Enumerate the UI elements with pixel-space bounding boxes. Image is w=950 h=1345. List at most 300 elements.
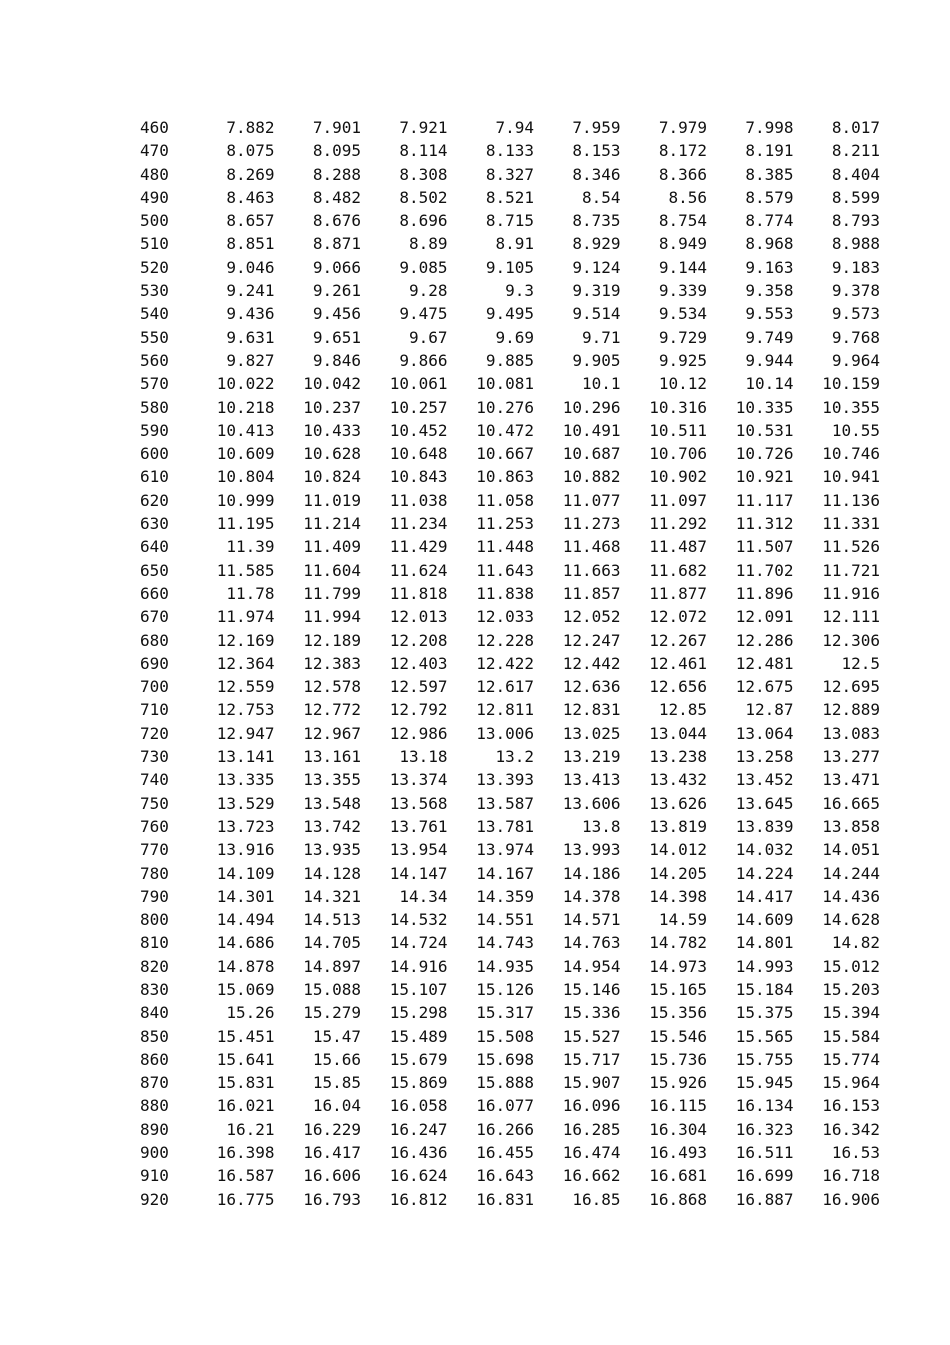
value-cell: 16.266	[476, 1119, 534, 1139]
value-cell: 15.184	[735, 979, 794, 999]
value-cell: 11.214	[303, 514, 361, 534]
value-cell: 14.321	[303, 886, 361, 906]
row-key-cell: 500	[140, 211, 169, 231]
value-cell: 11.877	[649, 583, 707, 603]
row-key-cell: 850	[140, 1026, 169, 1046]
value-cell: 8.521	[485, 187, 534, 207]
value-cell: 14.147	[389, 863, 448, 883]
value-cell: 13.781	[476, 816, 534, 836]
value-cell: 13.761	[389, 816, 448, 836]
table-row	[128, 1141, 880, 1164]
value-cell: 14.34	[399, 886, 448, 906]
table-row	[128, 722, 880, 745]
value-cell: 8.579	[745, 187, 794, 207]
value-cell: 10.296	[562, 397, 621, 417]
value-cell: 16.455	[476, 1143, 534, 1163]
value-cell: 9.3	[505, 281, 534, 301]
value-cell: 15.679	[389, 1049, 448, 1069]
value-cell: 15.774	[822, 1049, 880, 1069]
value-cell: 10.902	[649, 467, 707, 487]
value-cell: 10.042	[303, 374, 361, 394]
value-cell: 14.167	[476, 863, 534, 883]
value-cell: 8.366	[658, 164, 707, 184]
value-cell: 8.735	[572, 211, 621, 231]
table-row	[128, 1071, 880, 1094]
value-cell: 16.474	[562, 1143, 621, 1163]
value-cell: 11.292	[649, 514, 707, 534]
table-row	[128, 442, 880, 465]
value-cell: 14.398	[649, 886, 707, 906]
value-cell: 11.077	[562, 490, 621, 510]
value-cell: 14.609	[735, 910, 794, 930]
value-cell: 14.705	[303, 933, 361, 953]
value-cell: 15.945	[735, 1073, 794, 1093]
value-cell: 8.211	[831, 141, 880, 161]
value-cell: 8.968	[745, 234, 794, 254]
value-cell: 16.775	[216, 1189, 275, 1209]
value-cell: 14.532	[389, 910, 448, 930]
value-cell: 10.257	[389, 397, 448, 417]
value-cell: 15.317	[476, 1003, 534, 1023]
value-cell: 14.954	[562, 956, 621, 976]
value-cell: 16.342	[822, 1119, 880, 1139]
table-row	[128, 605, 880, 628]
value-cell: 16.153	[822, 1096, 880, 1116]
value-cell: 13.742	[303, 816, 361, 836]
row-key-cell: 610	[140, 467, 169, 487]
value-cell: 10.413	[216, 420, 275, 440]
value-cell: 11.487	[649, 537, 707, 557]
value-cell: 16.04	[312, 1096, 361, 1116]
value-cell: 16.868	[649, 1189, 707, 1209]
value-cell: 8.89	[408, 234, 448, 254]
value-cell: 11.097	[649, 490, 707, 510]
value-cell: 12.578	[303, 677, 361, 697]
value-cell: 11.117	[735, 490, 794, 510]
table-row	[128, 1188, 880, 1211]
row-key-cell: 730	[140, 747, 169, 767]
table-row	[128, 978, 880, 1001]
row-key-cell: 630	[140, 514, 169, 534]
row-key-cell: 900	[140, 1143, 169, 1163]
table-row	[128, 838, 880, 861]
value-cell: 13.432	[649, 770, 707, 790]
value-cell: 11.038	[389, 490, 448, 510]
value-cell: 15.107	[389, 979, 448, 999]
value-cell: 11.799	[303, 583, 361, 603]
value-cell: 14.128	[303, 863, 361, 883]
row-key-cell: 690	[140, 653, 169, 673]
value-cell: 8.949	[658, 234, 707, 254]
value-cell: 14.359	[476, 886, 534, 906]
table-row	[128, 256, 880, 279]
table-row	[128, 186, 880, 209]
value-cell: 14.59	[658, 910, 707, 930]
value-cell: 8.017	[831, 118, 880, 137]
value-cell: 15.584	[822, 1026, 880, 1046]
value-cell: 10.863	[476, 467, 534, 487]
value-cell: 10.726	[735, 444, 794, 464]
value-cell: 14.109	[216, 863, 275, 883]
value-cell: 13.935	[303, 840, 361, 860]
table-row	[128, 745, 880, 768]
value-cell: 8.91	[495, 234, 534, 254]
value-cell: 12.091	[735, 607, 794, 627]
value-cell: 11.331	[822, 514, 880, 534]
value-cell: 11.682	[649, 560, 707, 580]
value-cell: 16.304	[649, 1119, 707, 1139]
table-row	[128, 279, 880, 302]
value-cell: 8.676	[312, 211, 361, 231]
value-cell: 7.959	[572, 118, 621, 137]
value-cell: 13.141	[216, 747, 275, 767]
value-cell: 9.144	[658, 257, 707, 277]
value-cell: 16.323	[735, 1119, 794, 1139]
value-cell: 16.285	[562, 1119, 621, 1139]
value-cell: 12.383	[303, 653, 361, 673]
value-cell: 11.195	[216, 514, 275, 534]
row-key-cell: 710	[140, 700, 169, 720]
value-cell: 16.665	[822, 793, 880, 813]
value-cell: 15.146	[562, 979, 621, 999]
value-cell: 15.126	[476, 979, 534, 999]
value-cell: 9.749	[745, 327, 794, 347]
table-row	[128, 372, 880, 395]
value-cell: 9.456	[312, 304, 361, 324]
value-cell: 16.793	[303, 1189, 361, 1209]
value-cell: 11.916	[822, 583, 880, 603]
value-cell: 8.754	[658, 211, 707, 231]
value-cell: 10.14	[745, 374, 794, 394]
table-row	[128, 1001, 880, 1024]
value-cell: 9.066	[312, 257, 361, 277]
value-cell: 13.413	[562, 770, 621, 790]
value-cell: 15.26	[226, 1003, 275, 1023]
value-cell: 10.648	[389, 444, 448, 464]
value-cell: 11.234	[389, 514, 448, 534]
value-cell: 10.355	[822, 397, 880, 417]
value-cell: 16.831	[476, 1189, 534, 1209]
value-cell: 10.022	[216, 374, 275, 394]
value-cell: 16.906	[822, 1189, 880, 1209]
value-cell: 16.812	[389, 1189, 448, 1209]
table-row	[128, 163, 880, 186]
value-cell: 9.905	[572, 350, 621, 370]
value-cell: 16.587	[216, 1166, 275, 1186]
value-cell: 8.696	[399, 211, 448, 231]
row-key-cell: 640	[140, 537, 169, 557]
value-cell: 10.55	[831, 420, 880, 440]
value-cell: 9.631	[226, 327, 275, 347]
value-cell: 10.237	[303, 397, 361, 417]
value-cell: 14.878	[216, 956, 275, 976]
value-cell: 16.021	[216, 1096, 275, 1116]
value-cell: 16.887	[735, 1189, 794, 1209]
row-key-cell: 670	[140, 607, 169, 627]
value-cell: 11.974	[216, 607, 275, 627]
value-cell: 12.947	[216, 723, 275, 743]
table-row	[128, 326, 880, 349]
value-cell: 12.286	[735, 630, 794, 650]
table-row	[128, 396, 880, 419]
value-cell: 13.471	[822, 770, 880, 790]
value-cell: 10.316	[649, 397, 707, 417]
table-row	[128, 768, 880, 791]
value-cell: 12.052	[562, 607, 621, 627]
value-cell: 15.012	[822, 956, 880, 976]
value-cell: 13.645	[735, 793, 794, 813]
value-cell: 13.2	[495, 747, 534, 767]
value-cell: 13.723	[216, 816, 275, 836]
table-row	[128, 489, 880, 512]
value-cell: 10.843	[389, 467, 448, 487]
value-cell: 8.851	[226, 234, 275, 254]
value-cell: 10.921	[735, 467, 794, 487]
value-cell: 11.818	[389, 583, 448, 603]
value-cell: 9.241	[226, 281, 275, 301]
value-cell: 15.717	[562, 1049, 621, 1069]
value-cell: 12.189	[303, 630, 361, 650]
row-key-cell: 800	[140, 910, 169, 930]
value-cell: 11.253	[476, 514, 534, 534]
table-row	[128, 302, 880, 325]
value-cell: 11.448	[476, 537, 534, 557]
value-cell: 14.436	[822, 886, 880, 906]
row-key-cell: 680	[140, 630, 169, 650]
table-row	[128, 1025, 880, 1048]
value-cell: 10.999	[216, 490, 275, 510]
value-cell: 16.718	[822, 1166, 880, 1186]
value-cell: 12.033	[476, 607, 534, 627]
row-key-cell: 860	[140, 1049, 169, 1069]
value-cell: 10.804	[216, 467, 275, 487]
row-key-cell: 790	[140, 886, 169, 906]
value-cell: 9.846	[312, 350, 361, 370]
value-cell: 13.219	[562, 747, 621, 767]
value-cell: 16.643	[476, 1166, 534, 1186]
value-cell: 10.335	[735, 397, 794, 417]
value-cell: 8.871	[312, 234, 361, 254]
value-cell: 13.006	[476, 723, 534, 743]
table-row	[128, 675, 880, 698]
value-cell: 10.159	[822, 374, 880, 394]
value-cell: 11.585	[216, 560, 275, 580]
value-cell: 11.604	[303, 560, 361, 580]
value-cell: 7.921	[399, 118, 448, 137]
row-key-cell: 830	[140, 979, 169, 999]
value-cell: 15.088	[303, 979, 361, 999]
value-cell: 12.111	[822, 607, 880, 627]
value-cell: 16.115	[649, 1096, 707, 1116]
value-cell: 10.218	[216, 397, 275, 417]
value-cell: 14.012	[649, 840, 707, 860]
row-key-cell: 520	[140, 257, 169, 277]
value-cell: 9.514	[572, 304, 621, 324]
value-cell: 13.839	[735, 816, 794, 836]
value-cell: 14.051	[822, 840, 880, 860]
value-cell: 15.356	[649, 1003, 707, 1023]
value-cell: 12.675	[735, 677, 794, 697]
value-cell: 15.47	[312, 1026, 361, 1046]
value-cell: 16.247	[389, 1119, 448, 1139]
table-row	[128, 908, 880, 931]
row-key-cell: 650	[140, 560, 169, 580]
value-cell: 8.269	[226, 164, 275, 184]
value-cell: 9.885	[485, 350, 534, 370]
value-cell: 12.597	[389, 677, 448, 697]
value-cell: 8.657	[226, 211, 275, 231]
table-row	[128, 349, 880, 372]
row-key-cell: 740	[140, 770, 169, 790]
value-cell: 10.882	[562, 467, 621, 487]
value-cell: 14.244	[822, 863, 880, 883]
table-row	[128, 862, 880, 885]
value-cell: 12.85	[658, 700, 707, 720]
row-key-cell: 700	[140, 677, 169, 697]
value-cell: 12.617	[476, 677, 534, 697]
value-cell: 13.8	[581, 816, 621, 836]
value-cell: 12.967	[303, 723, 361, 743]
row-key-cell: 540	[140, 304, 169, 324]
value-cell: 8.153	[572, 141, 621, 161]
value-cell: 10.824	[303, 467, 361, 487]
value-cell: 12.072	[649, 607, 707, 627]
value-cell: 15.489	[389, 1026, 448, 1046]
value-cell: 16.21	[226, 1119, 275, 1139]
value-cell: 9.124	[572, 257, 621, 277]
value-cell: 9.475	[399, 304, 448, 324]
table-row	[128, 1048, 880, 1071]
value-cell: 8.502	[399, 187, 448, 207]
table-row	[128, 1094, 880, 1117]
value-cell: 12.442	[562, 653, 621, 673]
value-cell: 11.312	[735, 514, 794, 534]
value-cell: 13.277	[822, 747, 880, 767]
row-key-cell: 820	[140, 956, 169, 976]
value-cell: 7.901	[312, 118, 361, 137]
value-cell: 15.85	[312, 1073, 361, 1093]
value-cell: 12.228	[476, 630, 534, 650]
value-cell: 10.1	[581, 374, 621, 394]
table-row	[128, 792, 880, 815]
value-cell: 8.482	[312, 187, 361, 207]
value-cell: 8.599	[831, 187, 880, 207]
value-cell: 9.319	[572, 281, 621, 301]
value-cell: 10.628	[303, 444, 361, 464]
value-cell: 10.433	[303, 420, 361, 440]
value-cell: 11.994	[303, 607, 361, 627]
value-cell: 7.979	[658, 118, 707, 137]
value-cell: 9.67	[408, 327, 448, 347]
value-cell: 13.548	[303, 793, 361, 813]
row-key-cell: 550	[140, 327, 169, 347]
value-cell: 13.568	[389, 793, 448, 813]
value-cell: 13.587	[476, 793, 534, 813]
row-key-cell: 590	[140, 420, 169, 440]
value-cell: 15.907	[562, 1073, 621, 1093]
value-cell: 11.273	[562, 514, 621, 534]
value-cell: 16.662	[562, 1166, 621, 1186]
value-cell: 10.706	[649, 444, 707, 464]
value-cell: 13.819	[649, 816, 707, 836]
value-cell: 9.163	[745, 257, 794, 277]
value-cell: 11.058	[476, 490, 534, 510]
value-cell: 16.134	[735, 1096, 794, 1116]
value-cell: 12.306	[822, 630, 880, 650]
value-cell: 14.973	[649, 956, 707, 976]
value-cell: 10.452	[389, 420, 448, 440]
value-cell: 9.553	[745, 304, 794, 324]
value-cell: 10.491	[562, 420, 621, 440]
value-cell: 8.54	[581, 187, 621, 207]
value-cell: 9.378	[831, 281, 880, 301]
value-cell: 14.417	[735, 886, 794, 906]
value-cell: 11.702	[735, 560, 794, 580]
value-cell: 12.811	[476, 700, 534, 720]
value-cell: 8.793	[831, 211, 880, 231]
value-cell: 16.606	[303, 1166, 361, 1186]
value-cell: 14.82	[831, 933, 880, 953]
value-cell: 10.472	[476, 420, 534, 440]
value-cell: 16.417	[303, 1143, 361, 1163]
value-cell: 10.12	[658, 374, 707, 394]
value-cell: 9.827	[226, 350, 275, 370]
value-cell: 9.085	[399, 257, 448, 277]
value-cell: 13.044	[649, 723, 707, 743]
value-cell: 12.559	[216, 677, 275, 697]
value-cell: 13.374	[389, 770, 448, 790]
row-key-cell: 560	[140, 350, 169, 370]
row-key-cell: 660	[140, 583, 169, 603]
value-cell: 9.71	[581, 327, 621, 347]
value-cell: 8.346	[572, 164, 621, 184]
value-cell: 14.301	[216, 886, 275, 906]
value-cell: 14.916	[389, 956, 448, 976]
value-cell: 13.993	[562, 840, 621, 860]
row-key-cell: 910	[140, 1166, 169, 1186]
table-row	[128, 1164, 880, 1187]
row-key-cell: 600	[140, 444, 169, 464]
value-cell: 14.897	[303, 956, 361, 976]
value-cell: 13.083	[822, 723, 880, 743]
value-cell: 11.39	[226, 537, 275, 557]
value-cell: 8.288	[312, 164, 361, 184]
value-cell: 9.651	[312, 327, 361, 347]
value-cell: 13.025	[562, 723, 621, 743]
value-cell: 15.451	[216, 1026, 275, 1046]
value-cell: 15.069	[216, 979, 275, 999]
value-cell: 9.534	[658, 304, 707, 324]
value-cell: 14.186	[562, 863, 621, 883]
value-cell: 13.954	[389, 840, 448, 860]
value-cell: 15.698	[476, 1049, 534, 1069]
value-cell: 12.013	[389, 607, 448, 627]
table-row	[128, 955, 880, 978]
data-table	[128, 116, 880, 1211]
value-cell: 12.247	[562, 630, 621, 650]
value-cell: 15.831	[216, 1073, 275, 1093]
value-cell: 11.468	[562, 537, 621, 557]
value-cell: 14.801	[735, 933, 794, 953]
value-cell: 15.203	[822, 979, 880, 999]
table-row	[128, 209, 880, 232]
value-cell: 9.261	[312, 281, 361, 301]
value-cell: 10.061	[389, 374, 448, 394]
value-cell: 8.308	[399, 164, 448, 184]
value-cell: 15.926	[649, 1073, 707, 1093]
value-cell: 12.636	[562, 677, 621, 697]
value-cell: 8.463	[226, 187, 275, 207]
